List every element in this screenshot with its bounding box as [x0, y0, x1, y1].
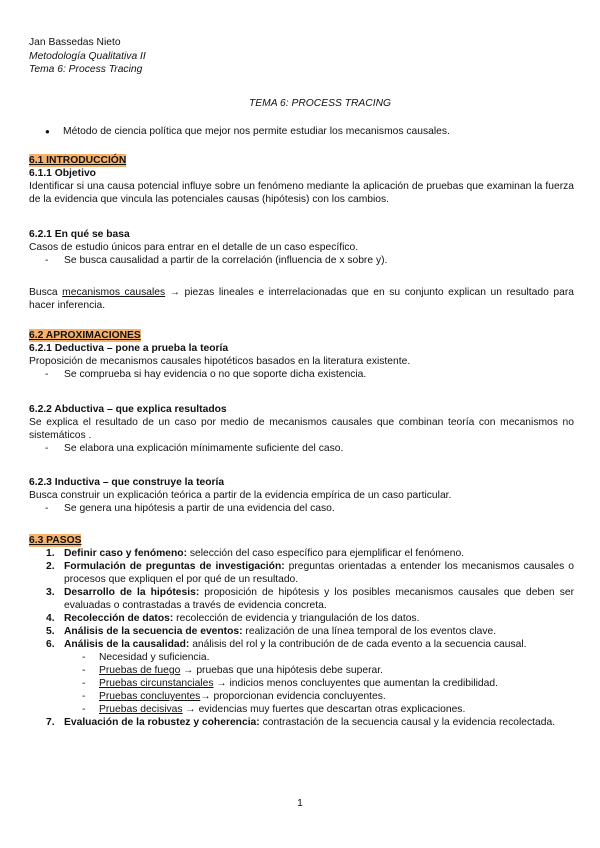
- sub-dash-item: - Pruebas concluyentes→ proporcionan evidencia concluyentes.: [29, 690, 574, 703]
- subsection-heading: 6.2.3 Inductiva – que construye la teoría: [29, 477, 225, 488]
- step-item: 1. Definir caso y fenómeno: selección del caso específico para ejemplificar el fenómeno.: [46, 548, 465, 559]
- mechanisms-paragraph: Busca mecanismos causales → piezas lineales e interrelacionadas que en su conjunto explican un resultado para hacer inferencia.: [29, 287, 575, 311]
- step-item: 7. Evaluación de la robustez y coherencia: contrastación de la secuencia causal y la evidencia recolectada.: [46, 717, 556, 728]
- subsection-base: [29, 228, 574, 267]
- subsection-heading: 6.2.1 Deductiva – pone a prueba la teoría: [29, 343, 229, 354]
- section-introduccion: [29, 154, 574, 206]
- paragraph: Se explica el resultado de un caso por medio de mecanismos causales que combinan teoría con mecanismos no sistemáticos .: [29, 417, 574, 441]
- sub-dash-item: - Pruebas de fuego → pruebas que una hipótesis debe superar.: [29, 664, 574, 677]
- section-pasos: [29, 534, 574, 729]
- sub-dash-item: - Pruebas circunstanciales → indicios menos concluyentes que aumentan la credibilidad.: [29, 677, 574, 690]
- subsection-abductiva: [29, 403, 574, 455]
- step-item: 3. Desarrollo de la hipótesis: proposición de hipótesis y los posibles mecanismos causales que deben ser evaluadas o contrastadas a través de evidencia concreta.: [46, 587, 574, 611]
- step-item: 5. Análisis de la secuencia de eventos: realización de una línea temporal de los eventos clave.: [46, 626, 497, 637]
- subsection-inductiva: [29, 476, 574, 515]
- step-item: 2. Formulación de preguntas de investigación: preguntas orientadas a entender los mecanismos causales o procesos que expliquen el por qué de un resultado.: [46, 561, 574, 585]
- underlined-term: mecanismos causales: [62, 287, 166, 298]
- paragraph: Proposición de mecanismos causales hipotéticos basados en la literatura existente.: [29, 356, 411, 367]
- page-number: 1: [297, 798, 303, 809]
- step-item: 6. Análisis de la causalidad: análisis del rol y la contribución de de cada evento a la secuencia causal.: [46, 639, 527, 650]
- course-name: Metodología Qualitativa II: [29, 50, 146, 62]
- document-header: [29, 36, 146, 77]
- dash-item: - Se comprueba si hay evidencia o no que soporte dicha existencia.: [29, 368, 574, 381]
- dash-item: - Se elabora una explicación mínimamente suficiente del caso.: [29, 442, 574, 455]
- section-heading: 6.1 INTRODUCCIÓN: [29, 155, 127, 166]
- section-heading: 6.3 PASOS: [29, 535, 82, 546]
- steps-list-continued: [29, 716, 574, 729]
- subsection-heading: 6.1.1 Objetivo: [29, 168, 96, 179]
- author-name: Jan Bassedas Nieto: [29, 37, 121, 48]
- sub-dash-item: - Necesidad y suficiencia.: [29, 651, 574, 664]
- paragraph: Identificar si una causa potencial influye sobre un fenómeno mediante la aplicación de pruebas que examinan la fuerza de la evidencia que vincula las potenciales causas (hipótesis) con los cambios.: [29, 181, 574, 205]
- dash-item: - Se busca causalidad a partir de la correlación (influencia de x sobre y).: [29, 254, 574, 267]
- sub-dash-item: - Pruebas decisivas → evidencias muy fuertes que descartan otras explicaciones.: [29, 703, 574, 716]
- section-heading: 6.2 APROXIMACIONES: [29, 330, 141, 341]
- page-title: TEMA 6: PROCESS TRACING: [248, 98, 392, 109]
- subsection-heading: 6.2.2 Abductiva – que explica resultados: [29, 404, 227, 415]
- subsection-heading: 6.2.1 En qué se basa: [29, 229, 130, 240]
- paragraph: Casos de estudio únicos para entrar en el detalle de un caso específico.: [29, 242, 359, 253]
- step-item: 4. Recolección de datos: recolección de evidencia y triangulación de los datos.: [46, 613, 420, 624]
- paragraph: Busca construir un explicación teórica a partir de la evidencia empírica de un caso particular.: [29, 490, 452, 501]
- section-aproximaciones: [29, 329, 574, 381]
- intro-bullet: ● Método de ciencia política que mejor nos permite estudiar los mecanismos causales.: [29, 125, 574, 138]
- steps-list: [29, 547, 574, 651]
- dash-item: - Se genera una hipótesis a partir de una evidencia del caso.: [29, 502, 574, 515]
- topic-name: Tema 6: Process Tracing: [29, 64, 143, 75]
